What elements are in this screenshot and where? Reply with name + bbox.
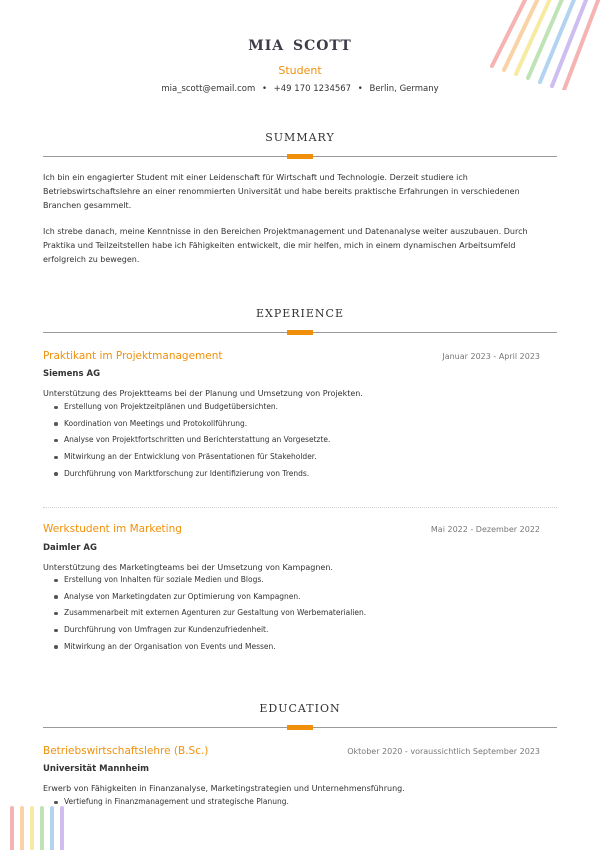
job-company: Daimler AG [43, 543, 97, 553]
job-description: Unterstützung des Marketingteams bei der Umsetzung von Kampagnen. [43, 563, 333, 572]
list-item: Zusammenarbeit mit externen Agenturen zur Gestaltung von Werbematerialien. [52, 608, 366, 625]
list-item: Mitwirkung an der Entwicklung von Präsentationen für Stakeholder. [52, 452, 330, 469]
phone-number: +49 170 1234567 [273, 84, 352, 94]
education-description: Erwerb von Fähigkeiten in Finanzanalyse, Marketingstrategien und Unternehmensführung. [43, 784, 405, 793]
candidate-role: Student [278, 64, 322, 77]
list-item: Analyse von Marketingdaten zur Optimierung von Kampagnen. [52, 592, 366, 609]
job-title: Werkstudent im Marketing [43, 523, 182, 535]
job-company: Siemens AG [43, 369, 101, 379]
job-dates: Mai 2022 - Dezember 2022 [430, 525, 540, 534]
email-link[interactable]: mia_scott@email.com [161, 84, 256, 94]
experience-divider-accent [287, 330, 313, 335]
list-item: Vertiefung in Finanzmanagement und strategische Planung. [52, 797, 289, 814]
summary-divider-accent [287, 154, 313, 159]
contact-line [0, 84, 600, 94]
summary-paragraph: Ich bin ein engagierter Student mit einer Leidenschaft für Wirtschaft und Technologie. Derzeit studiere ich Betriebswirtschaftslehre an einer renommierten Universität und habe bereits praktische Erfahrungen in verschiedenen Branchen gesammelt. [43, 173, 520, 210]
education-divider-accent [287, 725, 313, 730]
job-title: Praktikant im Projektmanagement [43, 350, 223, 362]
location: Berlin, Germany [369, 84, 439, 94]
job-description: Unterstützung des Projektteams bei der Planung und Umsetzung von Projekten. [43, 389, 363, 398]
job-dates: Januar 2023 - April 2023 [442, 352, 540, 361]
contact-separator: • [261, 84, 267, 94]
job-bullet-list [52, 402, 330, 485]
summary-heading: SUMMARY [265, 131, 335, 144]
education-dates: Oktober 2020 - voraussichtlich September 2023 [347, 747, 540, 756]
job-separator [43, 507, 557, 508]
list-item: Analyse von Projektfortschritten und Berichterstattung an Vorgesetzte. [52, 435, 330, 452]
experience-heading: EXPERIENCE [255, 307, 345, 320]
list-item: Erstellung von Projektzeitplänen und Budgetübersichten. [52, 402, 330, 419]
list-item: Mitwirkung an der Organisation von Events und Messen. [52, 642, 366, 659]
candidate-name: MIA SCOTT [248, 38, 352, 54]
list-item: Erstellung von Inhalten für soziale Medien und Blogs. [52, 575, 366, 592]
summary-paragraph: Ich strebe danach, meine Kenntnisse in den Bereichen Projektmanagement und Datenanalyse weiter auszubauen. Durch Praktika und Teilzeitstellen habe ich Fähigkeiten entwickelt, die mir helfen, mich in einem dynamischen Arbeitsumfeld erfolgreich zu bewegen. [43, 227, 528, 264]
contact-separator: • [357, 84, 363, 94]
job-bullet-list [52, 575, 366, 658]
school-name: Universität Mannheim [43, 764, 150, 774]
education-bullet-list [52, 797, 289, 814]
degree-title: Betriebswirtschaftslehre (B.Sc.) [43, 745, 209, 757]
list-item: Koordination von Meetings und Protokollführung. [52, 419, 330, 436]
list-item: Durchführung von Marktforschung zur Identifizierung von Trends. [52, 469, 330, 486]
education-heading: EDUCATION [259, 702, 341, 715]
list-item: Durchführung von Umfragen zur Kundenzufriedenheit. [52, 625, 366, 642]
